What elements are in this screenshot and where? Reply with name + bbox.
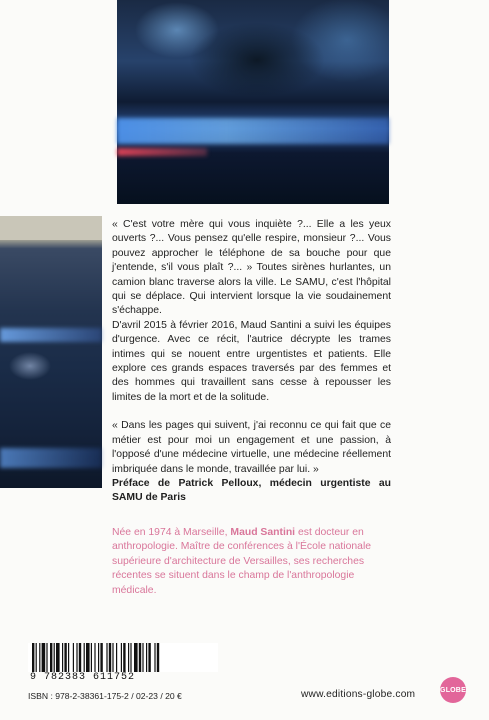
barcode-bar: [94, 643, 95, 673]
barcode-bar: [62, 643, 63, 673]
barcode-bar: [91, 643, 92, 673]
author-name: Maud Santini: [230, 527, 296, 538]
barcode-bar: [112, 643, 113, 673]
barcode-bar: [123, 643, 125, 673]
barcode-bar: [68, 643, 69, 673]
barcode-bar: [148, 643, 150, 673]
barcode-bar: [116, 643, 117, 673]
barcode-bar: [46, 643, 47, 673]
barcode-bars: [28, 643, 218, 673]
barcode-bar: [98, 643, 99, 673]
barcode-bar: [56, 643, 60, 673]
bio-text: est docteur en anthropologie. Maître de conférences à l'École nationale supérieure d'architecture de Versailles, ses recherches récentes se situent dans le champ de l'anthropologie médicale.: [112, 527, 372, 596]
barcode-bar: [139, 643, 141, 673]
barcode-bar: [100, 643, 102, 673]
opening-quote: « C'est votre mère qui vous inquiète ?... Elle a les yeux ouverts ?... Vous pensez qu'elle respire, monsieur ?... Vous pouvez approcher le téléphone de sa bouche pour que j'entende, s'il vous plaît ?... » Toutes sirènes hurlantes, un camion blanc traverse alors la ville. Le SAMU, c'est l'hôpital qui se déplace. Qui intervient lorsque la vie soudainement s'échappe.: [112, 219, 391, 317]
barcode-bar: [146, 643, 147, 673]
barcode-bar: [84, 643, 85, 673]
publisher-website: www.editions-globe.com: [301, 689, 416, 700]
barcode-bar: [142, 643, 143, 673]
barcode-bar: [86, 643, 90, 673]
barcode-bar: [54, 643, 55, 673]
globe-logo: [440, 677, 466, 703]
barcode-bar: [157, 643, 159, 673]
photo-red-streak: [117, 148, 207, 156]
barcode-bar: [50, 643, 52, 673]
summary-text: [112, 218, 391, 506]
photo-trees: [157, 10, 357, 100]
preface-credit: Préface de Patrick Pelloux, médecin urgentiste au SAMU de Paris: [112, 477, 391, 504]
bio-intro: Née en 1974 à Marseille,: [112, 527, 231, 538]
barcode-number: 9 782383 611752: [28, 672, 226, 683]
barcode-bar: [128, 643, 129, 673]
barcode-bar: [79, 643, 81, 673]
top-photo: [117, 0, 389, 204]
barcode-bar: [154, 643, 155, 673]
logo-text: GLOBE: [440, 686, 466, 694]
barcode-bar: [73, 643, 74, 673]
author-bio: [112, 526, 391, 598]
photo-light-streak: [117, 118, 389, 144]
barcode-bar: [130, 643, 131, 673]
barcode-bar: [76, 643, 77, 673]
isbn-price-line: ISBN : 978-2-38361-175-2 / 02-23 / 20 €: [28, 691, 182, 701]
barcode-bar: [121, 643, 122, 673]
barcode-bar: [42, 643, 46, 673]
barcode-bar: [36, 643, 37, 673]
barcode-bar: [109, 643, 111, 673]
barcode-bar: [39, 643, 40, 673]
left-photo: [0, 216, 102, 488]
photo-light-streak: [0, 448, 102, 468]
barcode-bar: [134, 643, 138, 673]
barcode-bar: [64, 643, 66, 673]
barcode-bar: [106, 643, 107, 673]
barcode-bar: [32, 643, 34, 673]
photo-light-streak: [0, 328, 102, 342]
preface-quote: « Dans les pages qui suivent, j'ai reconnu ce qui fait que ce métier est pour moi un engagement et une passion, à l'opposé d'une médecine virtuelle, une médecine réellement imbriquée dans le monde, travaillée par lui. »: [112, 420, 391, 475]
book-description: D'avril 2015 à février 2016, Maud Santini a suivi les équipes d'urgence. Avec ce récit, l'autrice décrypte les trames intimes qui se nouent entre urgentistes et patients. Elle explore ces grands espaces traversés par des femmes et des hommes qui travaillent sans cesse à repousser les limites de la mort et de la solitude.: [112, 319, 391, 403]
